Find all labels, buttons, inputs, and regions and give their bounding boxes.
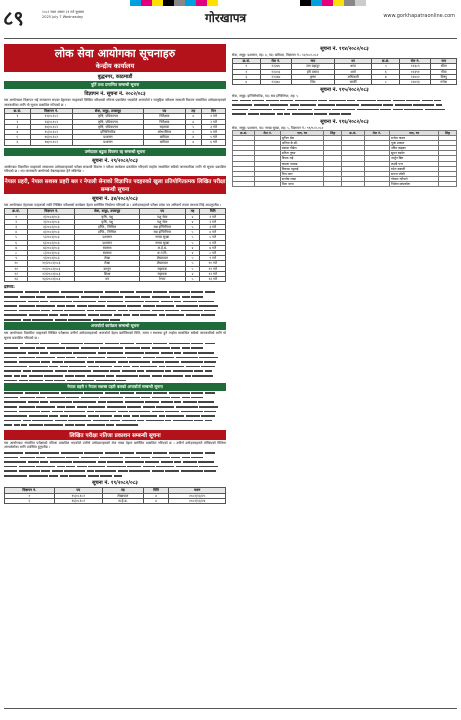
notice-banner <box>4 44 226 72</box>
column-header: पद <box>139 209 185 214</box>
date-english: 2025 July 7 Wednesday <box>42 15 84 19</box>
header-divider <box>4 38 457 39</box>
table-cell: १२ <box>5 271 28 276</box>
table-cell: ५ <box>185 130 202 135</box>
table-cell: लेखापाल <box>102 493 143 498</box>
table-cell: रेन्जर <box>139 277 185 282</box>
notice2-heading: सूचना नं. २९/२०८२/०८३ <box>92 157 138 164</box>
table-cell: अधिकारी <box>334 74 372 79</box>
table-cell: नायब सुब्बा <box>139 240 185 245</box>
name-cell: सन्तोष लामा <box>280 176 324 181</box>
table-cell: ७ <box>372 74 400 79</box>
table-cell: लेखा <box>75 261 140 266</box>
column-header: नाम <box>292 59 335 64</box>
column-header: क्र.सं. <box>5 109 31 114</box>
right-list-heading: सूचना नं. ११६/२०८२/०८३ <box>320 118 369 125</box>
name-cell: रमेश ज्ञवाली <box>390 166 439 171</box>
table-cell: ४ गते <box>202 130 226 135</box>
table-cell: ६ <box>5 240 28 245</box>
table-cell: ४ <box>185 271 200 276</box>
notice4-paragraph: यस आयोगबाट विज्ञापित पदहरुको लिखित परीक्षामा उत्तीर्ण उम्मेदवारहरुको अन्तर्वार्ता देहाय बमोजिमको मिति, समय र स्थानमा हुने व्यहोरा सम्बन्धित सबैको जानकारीको लागि यो सूचना प्रकाशित गरिएको छ । <box>4 331 226 340</box>
table-cell: ओभरसियर <box>144 130 185 135</box>
table-cell: ४ <box>185 119 202 124</box>
table-cell: गीता <box>431 69 457 74</box>
table-row <box>233 181 457 186</box>
notice5-text-block <box>4 391 226 428</box>
text-line <box>4 474 226 479</box>
table-cell: ४ <box>185 214 200 219</box>
column-header: दिन <box>202 109 226 114</box>
table-cell: १४/०८१८२ <box>30 124 72 129</box>
table-cell: ४ <box>5 230 28 235</box>
table-cell: इन्जि., सिभिल <box>75 225 140 230</box>
table-cell: ५ <box>185 261 200 266</box>
right-mid-heading: सूचना नं. ११५/२०८२/०८३ <box>320 87 369 94</box>
table-cell: निरीक्षक <box>144 114 185 119</box>
right-top-line: सेवा, समूह: प्रशासन, तह: ४, पद: खरिदार, विज्ञापन नं.: १२/०८१-०८२ <box>232 53 319 57</box>
table-cell: शिव <box>292 80 335 85</box>
name-cell: अनिता के.सी. <box>280 141 324 146</box>
right-mid-text-block <box>232 98 457 116</box>
table-cell: २ गते <box>202 119 226 124</box>
table-cell: ५ <box>185 266 200 271</box>
table-cell: ५ गते <box>202 135 226 140</box>
name-cell: नविन खड्का <box>390 146 439 151</box>
table-cell: १२३९१ <box>400 69 431 74</box>
table-cell: ४ <box>185 245 200 250</box>
table-cell: नायब सुब्बा <box>139 235 185 240</box>
table-cell: १२ गते <box>200 271 226 276</box>
table-cell: ५ <box>185 240 200 245</box>
table-cell: १६/०८१८२ <box>54 498 102 503</box>
table-cell: १ गते <box>200 214 226 219</box>
table-cell: १ <box>5 114 31 119</box>
table-cell: थापा <box>334 64 372 69</box>
table-cell: राम बहादुर <box>292 64 335 69</box>
table-cell: १० गते <box>200 261 226 266</box>
gender-cell <box>324 181 342 186</box>
table-cell: ८/२०८२/०८३ <box>28 251 75 256</box>
notice1-heading: विज्ञापन नं. सूचना नं. २०८२/०८३ <box>84 91 146 97</box>
column-header: लिङ्ग <box>439 131 457 136</box>
name-cell: सपना जोशी <box>390 171 439 176</box>
table-cell: गणेश <box>431 80 457 85</box>
table-cell: ९ गते <box>200 256 226 261</box>
notice4-text-block <box>4 342 226 383</box>
table-cell: शर्मा <box>334 69 372 74</box>
table-cell: १२३८९ <box>400 64 431 69</box>
date-box <box>42 10 132 20</box>
table-cell: शिक्षा <box>75 271 140 276</box>
table-cell: ५ <box>5 235 28 240</box>
table-cell: ४ <box>185 114 202 119</box>
table-cell: अ.न.मि. <box>139 251 185 256</box>
table-cell: पशु सेवा <box>139 219 185 224</box>
table-cell: ४ <box>143 493 168 498</box>
table-cell: कानून <box>75 266 140 271</box>
table-cell: १३/०८१८२ <box>30 119 72 124</box>
candidate-list-table <box>232 130 457 187</box>
column-header: क्र.सं. <box>233 131 255 136</box>
table-row <box>5 277 226 282</box>
name-cell: लक्ष्मी पन्त <box>390 161 439 166</box>
table-cell: १ <box>5 493 55 498</box>
table-cell: लेखापाल <box>139 261 185 266</box>
text-line <box>4 460 226 465</box>
table-cell: कृषि, पशु <box>75 219 140 224</box>
table-cell: सहायक <box>139 271 185 276</box>
table-cell: ४ गते <box>200 230 226 235</box>
table-cell: ८ <box>372 80 400 85</box>
notice3-table <box>4 208 226 282</box>
table-cell: १/२०८२/०८३ <box>28 214 75 219</box>
table-cell: लेखा <box>75 256 140 261</box>
name-cell: दिपक राई <box>280 156 324 161</box>
table-cell: ३ गते <box>200 225 226 230</box>
table-cell: ११/२०८२/०८३ <box>28 266 75 271</box>
table-cell: १६/०८१८२ <box>30 135 72 140</box>
table-cell: १० <box>5 261 28 266</box>
column-header: लिङ्ग <box>324 131 342 136</box>
table-cell: ८ गते <box>200 251 226 256</box>
banner-subtitle: केन्द्रीय कार्यालय <box>95 62 135 70</box>
table-cell: २०८२/०३/२५ <box>169 493 226 498</box>
table-cell: १३ <box>5 277 28 282</box>
notice6-title: लिखित परीक्षा नतिजा प्रकाशन सम्बन्धी सूचना <box>4 430 226 440</box>
serial-cell <box>233 181 255 186</box>
table-cell: वन <box>75 277 140 282</box>
bottom-heading: सूचना नं. १९/२०८२/०८३ <box>92 480 138 487</box>
table-cell: १२४०२ <box>400 74 431 79</box>
office-address: बुद्धनगर, काठमाडौं <box>97 74 133 80</box>
table-cell: १२/०८१८२ <box>30 114 72 119</box>
text-line <box>4 423 226 428</box>
table-cell: ५ <box>185 230 200 235</box>
table-row <box>5 498 226 503</box>
bottom-table <box>4 487 226 504</box>
table-cell: ५ <box>185 225 200 230</box>
right-top-table <box>232 58 457 85</box>
table-cell: २०८२/०३/२६ <box>169 498 226 503</box>
table-cell: ९ <box>5 256 28 261</box>
name-cell: सरिता गुरुङ <box>280 151 324 156</box>
table-cell: १ <box>233 64 261 69</box>
table-cell: ५ <box>185 256 200 261</box>
right-top-heading: सूचना नं. ११४/२०८२/०८३ <box>320 46 369 52</box>
table-cell: ४ <box>185 140 202 145</box>
column-header: विज्ञापन नं. <box>5 488 55 493</box>
table-cell: प्रशासन <box>75 235 140 240</box>
column-header: क्र.सं. <box>233 59 261 64</box>
column-header: सेवा, समूह, उपसमूह <box>72 109 144 114</box>
table-cell: कार्की <box>334 80 372 85</box>
table-cell: १२३६७ <box>260 74 291 79</box>
table-cell: इन्जि., सिभिल <box>75 230 140 235</box>
right-column <box>232 44 457 704</box>
table-cell: लेखापाल <box>139 256 185 261</box>
table-cell: ५ <box>372 64 400 69</box>
page-number: ८९ <box>3 6 24 30</box>
table-cell: १ <box>5 214 28 219</box>
table-cell: स्वास्थ्य <box>75 251 140 256</box>
table-cell: ४ <box>185 251 200 256</box>
name-cell: गोपाल न्यौपाने <box>390 176 439 181</box>
site-url[interactable]: www.gorkhapatraonline.com <box>383 13 455 19</box>
table-cell: ५ गते <box>200 235 226 240</box>
table-cell: ३ <box>5 225 28 230</box>
table-cell: ६ <box>5 140 31 145</box>
table-cell: सब इन्जिनियर <box>139 230 185 235</box>
table-cell: ५/२०८२/०८३ <box>28 235 75 240</box>
table-cell: अ.हे.ब. <box>102 498 143 503</box>
table-cell: प्रशासन <box>75 240 140 245</box>
table-cell: ३ गते <box>202 124 226 129</box>
column-header: रोल नं. <box>364 131 389 136</box>
table-cell: १ गते <box>202 114 226 119</box>
notes-title: द्रष्टव्य: <box>4 285 15 291</box>
name-cell: रिता मगर <box>280 171 324 176</box>
column-header: विज्ञापन नं. <box>28 209 75 214</box>
table-cell: ४/२०८२/०८३ <box>28 230 75 235</box>
table-cell: ५ <box>5 135 31 140</box>
column-header: क्र.सं. <box>342 131 364 136</box>
name-cell: कमला तामाङ <box>280 161 324 166</box>
notice2-title: उम्मेदवार बढुवा विवरण रद्द सम्बन्धी सूचना <box>4 148 226 156</box>
table-cell: कृषि, एग्रिकल्चर <box>72 114 144 119</box>
table-cell: ७/२०८२/०८३ <box>28 245 75 250</box>
table-cell: २ <box>233 69 261 74</box>
table-cell: ४ <box>233 80 261 85</box>
table-cell: प्रशासन <box>72 135 144 140</box>
table-cell: ११ <box>5 266 28 271</box>
right-mid-line: सेवा, समूह: इन्जिनियरिङ, पद: सब इन्जिनियर, तह: ५ <box>232 94 299 99</box>
name-cell: निर्मला सापकोटा <box>390 181 439 186</box>
notice1-paragraph: यस आयोगबाट विज्ञापन भई सञ्चालन भएका देहायका पदहरुको लिखित परीक्षाको नतिजा प्रकाशित भएकोले अन्तर्वार्ता र सामूहिक परीक्षण सम्बन्धी विवरण सम्बन्धित उम्मेदवारहरुको जानकारीका लागि यो सूचना प्रकाशित गरिएको छ । <box>4 98 226 107</box>
column-header: तह <box>185 109 202 114</box>
table-cell: इन्जिनियरिङ <box>72 130 144 135</box>
table-cell: १५/०८१८२ <box>54 493 102 498</box>
roll-cell <box>364 181 389 186</box>
table-cell: खरिदार <box>144 140 185 145</box>
notice3-paragraph: यस आयोगबाट देहायका पदहरुको लागि लिखित परीक्षाको कार्यक्रम देहाय बमोजिम निर्धारण गरिएको छ । उम्मेदवारहरुले परीक्षा प्रवेश पत्र अनिवार्य रुपमा साथमा लिई आउनुपर्नेछ । <box>4 202 222 207</box>
name-cell: मिना थापा <box>280 181 324 186</box>
name-cell: सुमन बस्नेत <box>390 151 439 156</box>
serial-cell <box>342 181 364 186</box>
table-cell: ४ <box>143 498 168 503</box>
roll-cell <box>255 181 280 186</box>
table-cell: विष्णु <box>431 74 457 79</box>
table-cell: कृषि, एग्रिकल्चर <box>72 119 144 124</box>
column-header: क्र.सं. <box>5 209 28 214</box>
gender-cell <box>439 181 457 186</box>
table-cell: ४ <box>185 219 200 224</box>
right-list-subline: सेवा, समूह: प्रशासन, पद: नायब सुब्बा, तह: ५, विज्ञापन नं.: ९९/०८१-०८२ <box>232 125 324 130</box>
banner-title: लोक सेवा आयोगका सूचनाहरु <box>54 47 176 60</box>
table-cell: २/२०८२/०८३ <box>28 219 75 224</box>
date-nepali: २०८२ साल असार २१ गते बुधबार <box>42 10 84 14</box>
text-line <box>232 112 457 117</box>
column-header: मिति <box>143 488 168 493</box>
table-cell: कृषि, पशु <box>75 214 140 219</box>
table-cell: १२/२०८२/०८३ <box>28 271 75 276</box>
name-cell: राजेश यादव <box>390 136 439 141</box>
table-cell: ६ गते <box>200 240 226 245</box>
column-header: रोल नं. <box>260 59 291 64</box>
table-cell: १७/०८१८२ <box>30 140 72 145</box>
column-header: रोल नं. <box>400 59 431 64</box>
table-cell: हरि प्रसाद <box>292 69 335 74</box>
table-cell: ७ <box>5 245 28 250</box>
table-cell: ३ <box>5 124 31 129</box>
column-header: नाम, थर <box>280 131 324 136</box>
notice1-table <box>4 108 226 145</box>
table-cell: कृषि, एग्रिकल्चर <box>72 124 144 129</box>
table-cell: ६ गते <box>202 140 226 145</box>
table-cell: ४ <box>185 135 202 140</box>
table-cell: कृष्ण <box>292 74 335 79</box>
table-cell: १०/२०८२/०८३ <box>28 261 75 266</box>
column-header: थर <box>334 59 372 64</box>
table-cell: ४ <box>5 130 31 135</box>
column-header: पद <box>54 488 102 493</box>
notice2-paragraph: आयोगबाट विज्ञापित पदहरुको सम्बन्धमा उम्मेदवारहरुको परीक्षा सम्बन्धी विवरण र परीक्षा कार्यक्रम प्रकाशित गरिएको व्यहोरा सम्बन्धित सबैको जानकारीका लागि यो सूचना प्रकाशित गरिएको छ । थप जानकारी आयोगको वेबसाइटबाट हेर्न सकिनेछ । <box>4 164 226 174</box>
name-cell: प्रकाश पौडेल <box>280 146 324 151</box>
name-cell: विकास भट्टराई <box>280 166 324 171</box>
table-cell: ५ <box>185 235 200 240</box>
table-cell: ३ <box>233 74 261 79</box>
table-cell: १२३४५ <box>260 64 291 69</box>
text-line <box>4 304 226 309</box>
table-cell: २ <box>5 219 28 224</box>
table-cell: निरीक्षक <box>144 119 185 124</box>
table-cell: २ गते <box>200 219 226 224</box>
table-cell: सहायक <box>139 266 185 271</box>
table-cell: ९/२०८२/०८३ <box>28 256 75 261</box>
table-cell: १२४१३ <box>400 80 431 85</box>
column-header: क्र.सं. <box>372 59 400 64</box>
left-column <box>4 44 226 704</box>
name-cell: पूजा ढकाल <box>390 141 439 146</box>
column-header: सेवा, समूह, उपसमूह <box>75 209 140 214</box>
name-cell: अर्जुन बिष्ट <box>390 156 439 161</box>
table-cell: १२३५६ <box>260 69 291 74</box>
table-cell: ५ <box>185 277 200 282</box>
table-cell: प्रशासन <box>72 140 144 145</box>
table-cell: सहायक <box>144 124 185 129</box>
column-header: नाम, थर <box>390 131 439 136</box>
table-cell: १३ गते <box>200 277 226 282</box>
table-cell: ८ <box>5 251 28 256</box>
text-line <box>232 103 457 108</box>
table-cell: २ <box>5 498 55 503</box>
table-cell: २ <box>5 119 31 124</box>
text-line <box>4 391 226 396</box>
table-row <box>5 140 226 145</box>
table-cell: अ.हे.ब. <box>139 245 185 250</box>
column-header: तह <box>102 488 143 493</box>
text-line <box>4 360 226 365</box>
column-header: विज्ञापन नं. <box>30 109 72 114</box>
column-header: स्थान <box>169 488 226 493</box>
notice3-title: नेपाल प्रहरी, नेपाल सशस्त्र प्रहरी बल र नेपाली सेनाको विज्ञापित पदहरुको खुला प्रतियोगितात्मक लिखित परीक्षा सम्बन्धी सूचना <box>4 176 226 194</box>
notice6-paragraph: यस आयोगबाट संचालित परीक्षाको नतिजा प्रकाशित भएकोले उत्तीर्ण उम्मेदवारहरुको रोल नम्बर देहाय बमोजिम प्रकाशित गरिएको छ । उत्तीर्ण उम्मेदवारहरुले तोकिएको मितिमा अन्तर्वार्ताका लागि उपस्थित हुनुपर्नेछ । <box>4 440 226 450</box>
page-header <box>0 6 461 36</box>
table-row <box>233 80 457 85</box>
masthead: गोरखापत्र <box>205 11 247 25</box>
table-cell: ६/२०८२/०८३ <box>28 240 75 245</box>
notice5-title: नेपाल प्रहरी र नेपाल सशस्त्र प्रहरी बलको अन्तर्वार्ता सम्बन्धी सूचना <box>4 383 226 391</box>
footer-divider <box>4 708 457 709</box>
notice6-text-block <box>4 451 226 479</box>
table-cell: पशु सेवा <box>139 214 185 219</box>
table-cell: ११ गते <box>200 266 226 271</box>
table-cell: सीता <box>431 64 457 69</box>
column-header: नाम <box>431 59 457 64</box>
notice3-heading: सूचना नं. ३४/२०८२/०८३ <box>92 195 138 202</box>
column-header: रोल नं. <box>255 131 280 136</box>
column-header: मिति <box>200 209 226 214</box>
table-cell: ६ <box>372 69 400 74</box>
name-cell: सुनिल श्रेष्ठ <box>280 136 324 141</box>
table-cell: खरिदार <box>144 135 185 140</box>
table-cell: सब इन्जिनियर <box>139 225 185 230</box>
notice1-title: पूर्ति तथा प्रमाणित सम्बन्धी सूचना <box>4 81 226 89</box>
notes-text-block <box>4 290 226 322</box>
column-header: पद <box>144 109 185 114</box>
table-cell: १५/०८१८२ <box>30 130 72 135</box>
table-cell: ३/२०८२/०८३ <box>28 225 75 230</box>
table-cell: स्वास्थ्य <box>75 245 140 250</box>
table-cell: ५ <box>185 124 202 129</box>
table-cell: ७ गते <box>200 245 226 250</box>
notice4-title: अन्तर्वार्ता कार्यक्रम सम्बन्धी सूचना <box>4 322 226 330</box>
column-header: तह <box>185 209 200 214</box>
table-cell: १२३७८ <box>260 80 291 85</box>
table-cell: १३/२०८२/०८३ <box>28 277 75 282</box>
